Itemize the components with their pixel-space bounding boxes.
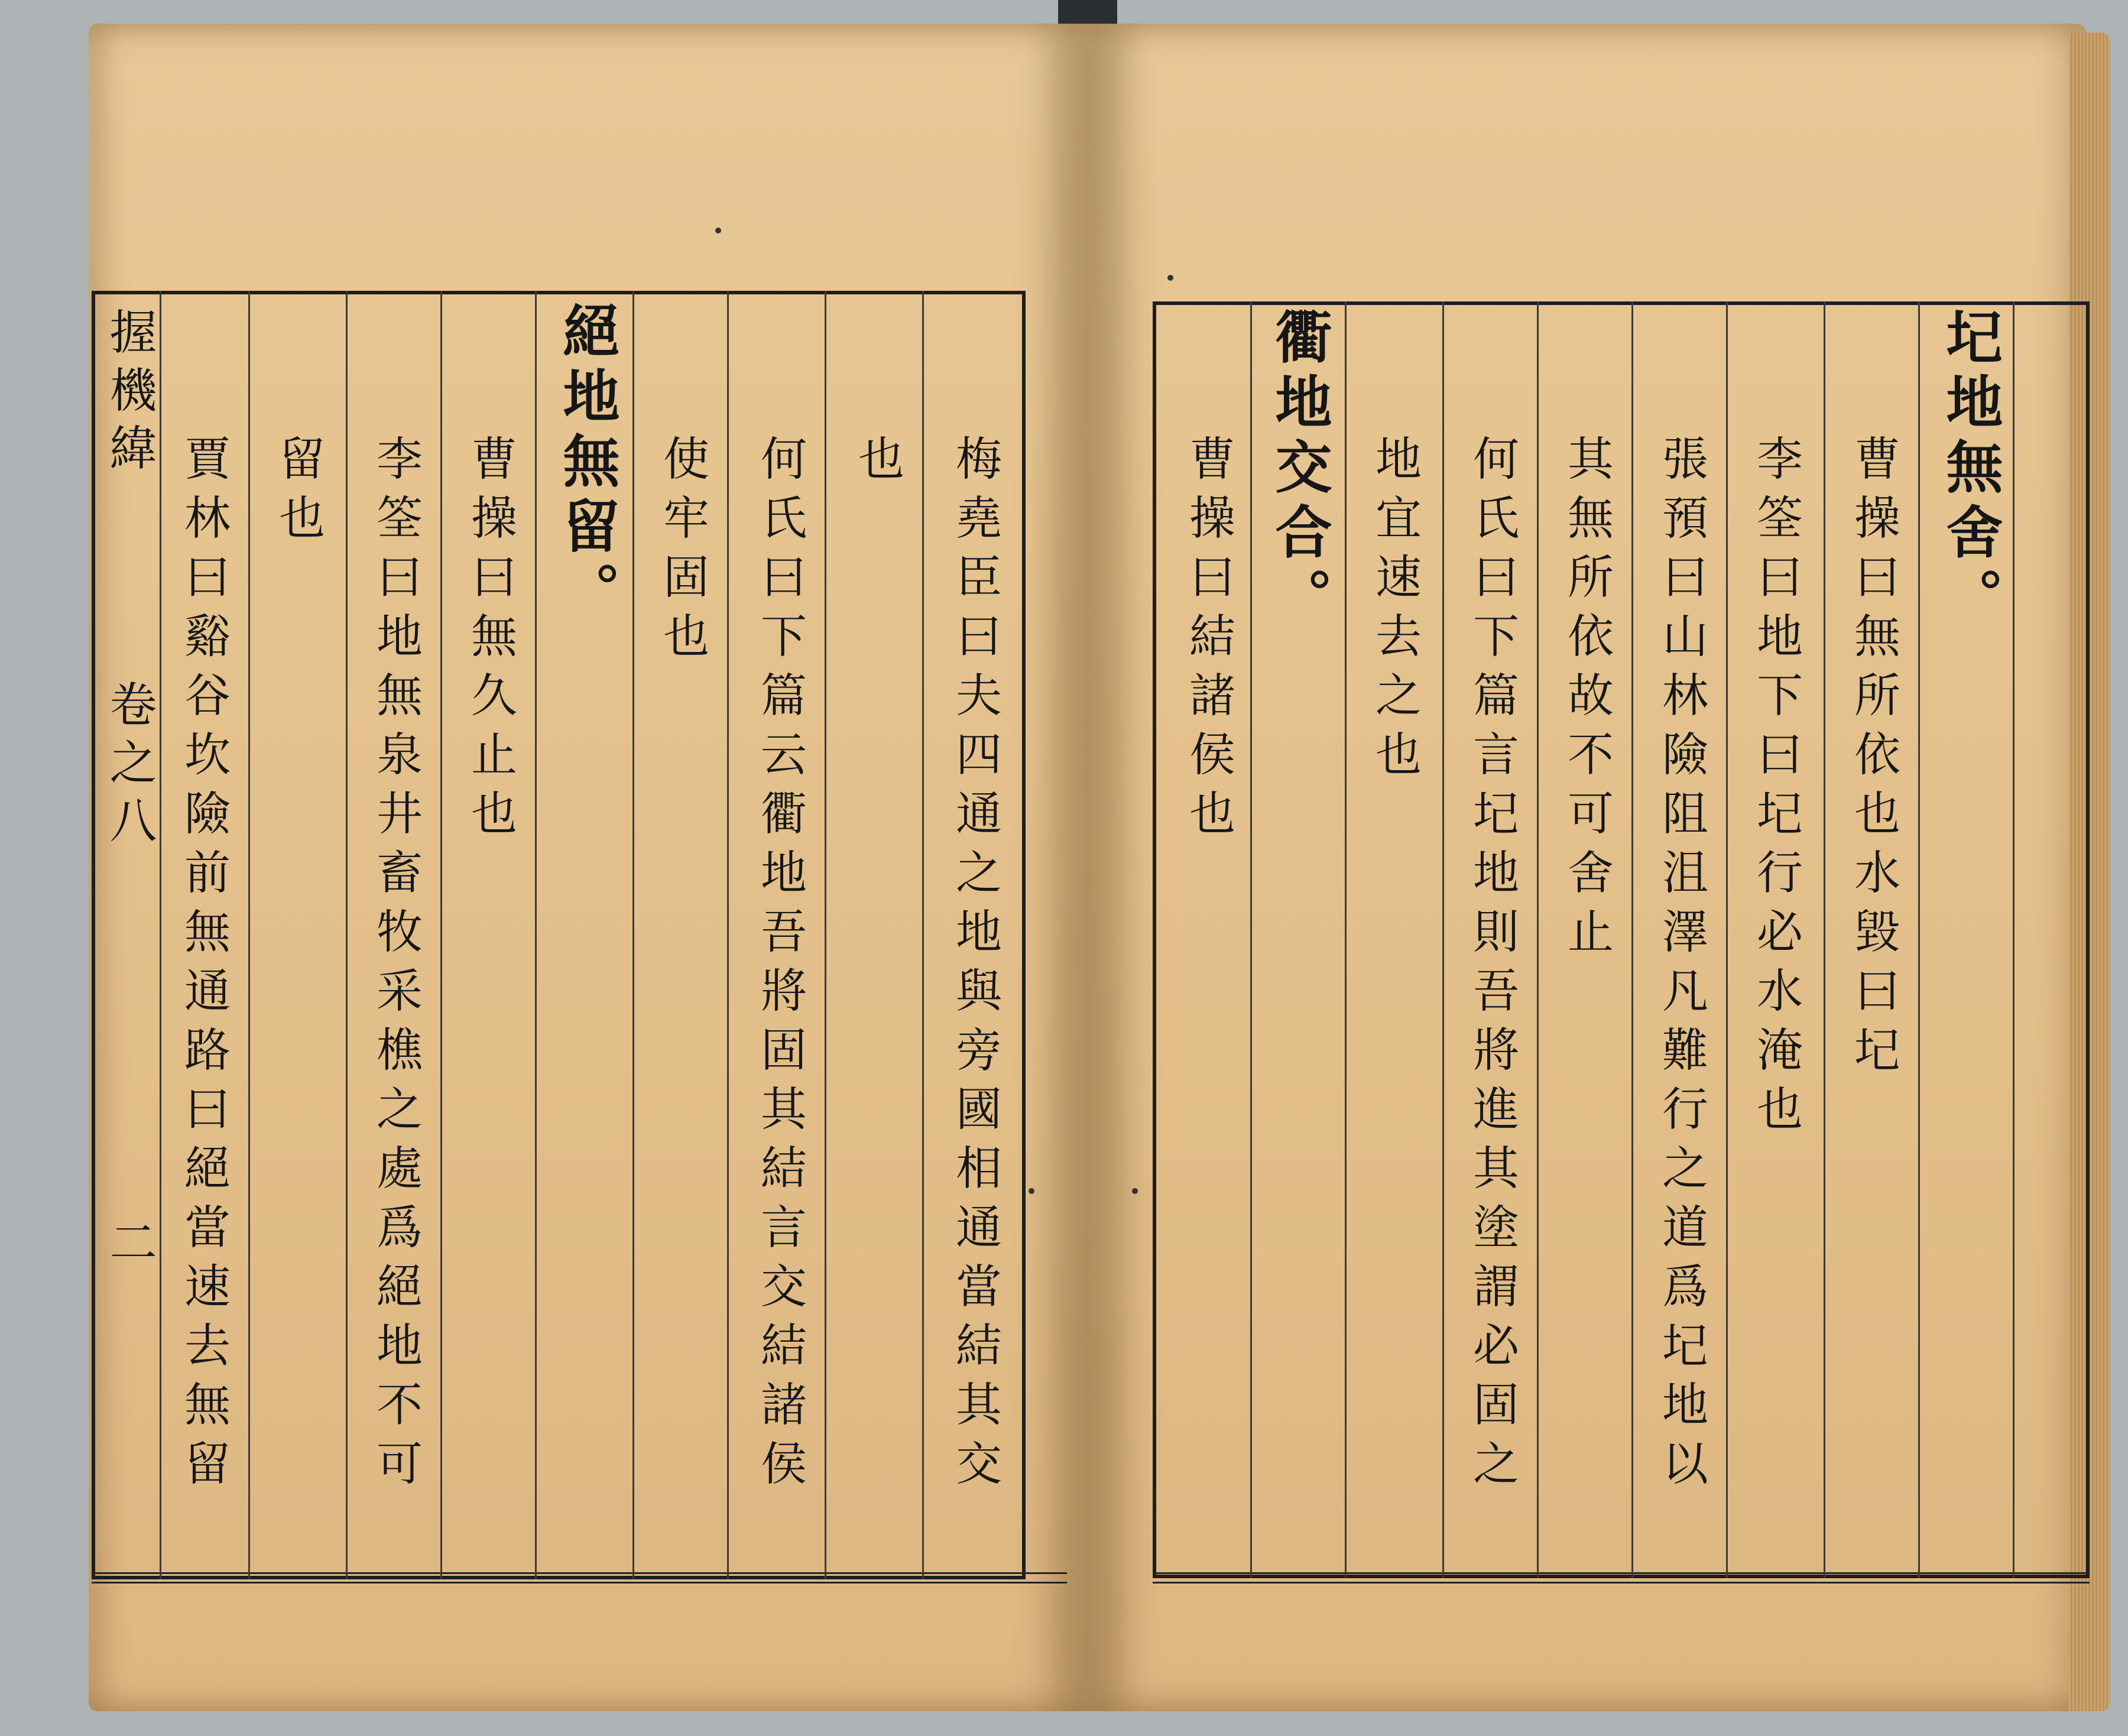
column-divider — [1250, 301, 1252, 1578]
paper-spot — [1167, 275, 1173, 281]
section-heading: 圮地無舍。 — [1937, 307, 2004, 632]
margin-folio-number: 二 — [102, 1218, 157, 1276]
column-divider — [535, 291, 537, 1579]
text-column: 何氏曰下篇云衢地吾將固其結言交結諸侯 — [753, 434, 806, 1498]
book-gutter — [1058, 0, 1117, 24]
text-column: 李筌曰地下曰圮行必水淹也 — [1749, 434, 1802, 1144]
paper-spot — [715, 228, 721, 233]
text-column: 賈林曰谿谷坎險前無通路曰絕當速去無留 — [177, 434, 230, 1498]
text-column: 曹操曰無所依也水毀曰圮 — [1847, 434, 1900, 1085]
right-bottom-rule — [1153, 1572, 2090, 1574]
column-divider — [922, 291, 924, 1579]
text-column: 張預曰山林險阻沮澤凡難行之道爲圮地以 — [1655, 434, 1708, 1498]
column-divider — [160, 291, 161, 1579]
column-divider — [346, 291, 348, 1579]
column-divider — [248, 291, 250, 1579]
text-column: 曹操曰無久止也 — [463, 434, 517, 848]
binding-hole — [1029, 1188, 1034, 1194]
column-divider — [1824, 301, 1825, 1578]
column-divider — [1918, 301, 1920, 1578]
text-column: 其無所依故不可舍止 — [1560, 434, 1613, 966]
column-divider — [440, 291, 442, 1579]
text-column: 地宜速去之也 — [1368, 434, 1421, 789]
column-divider — [825, 291, 826, 1579]
right-bottom-rule-2 — [1153, 1582, 2090, 1584]
column-divider — [1631, 301, 1633, 1578]
column-divider — [1537, 301, 1539, 1578]
column-divider — [1345, 301, 1347, 1578]
text-column: 也 — [851, 434, 904, 494]
text-column: 曹操曰結諸侯也 — [1182, 434, 1235, 848]
section-heading: 衢地交合。 — [1266, 307, 1333, 632]
column-divider — [632, 291, 634, 1579]
column-divider — [1442, 301, 1444, 1578]
left-bottom-rule — [92, 1572, 1067, 1574]
text-column: 使牢固也 — [656, 434, 709, 671]
column-divider — [2013, 301, 2015, 1578]
column-divider — [1726, 301, 1728, 1578]
section-heading: 絕地無留。 — [554, 301, 621, 627]
left-bottom-rule-2 — [92, 1582, 1067, 1584]
text-column: 梅堯臣曰夫四通之地與旁國相通當結其交 — [948, 434, 1001, 1498]
text-column: 留也 — [271, 434, 325, 553]
text-column: 李筌曰地無泉井畜牧采樵之處爲絕地不可 — [369, 434, 422, 1498]
margin-book-title: 握機緯 — [102, 307, 157, 481]
text-column: 何氏曰下篇言圮地則吾將進其塗謂必固之 — [1465, 434, 1519, 1498]
binding-hole — [1132, 1188, 1138, 1194]
margin-volume-label: 卷之八 — [102, 680, 157, 854]
column-divider — [727, 291, 729, 1579]
